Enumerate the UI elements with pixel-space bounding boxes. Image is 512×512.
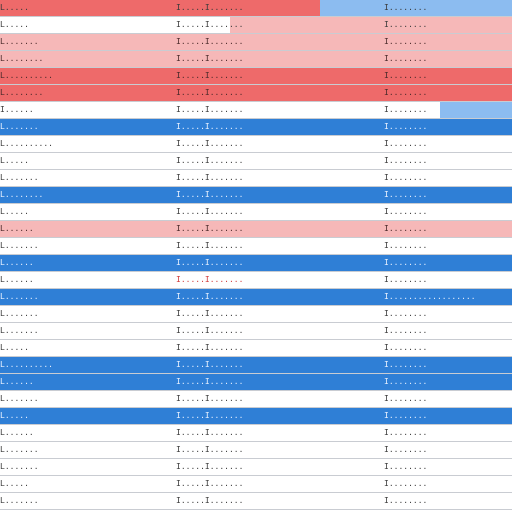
table-cell-c3[interactable]: I........: [384, 394, 428, 403]
table-cell-c2[interactable]: I.....I.......: [176, 3, 244, 12]
table-cell-c1[interactable]: L.......: [0, 309, 39, 318]
table-cell-c2[interactable]: I.....I.......: [176, 173, 244, 182]
table-cell-c1[interactable]: L......: [0, 428, 34, 437]
table-cell-c3[interactable]: I........: [384, 190, 428, 199]
table-cell-c1[interactable]: L.......: [0, 173, 39, 182]
table-row[interactable]: [0, 119, 512, 136]
table-row[interactable]: [0, 0, 512, 17]
table-cell-c2[interactable]: I.....I.......: [176, 343, 244, 352]
table-row[interactable]: [0, 272, 512, 289]
table-cell-c3[interactable]: I........: [384, 479, 428, 488]
table-cell-c1[interactable]: L.......: [0, 122, 39, 131]
table-row[interactable]: [0, 306, 512, 323]
table-row[interactable]: [0, 102, 512, 119]
table-cell-c3[interactable]: I........: [384, 377, 428, 386]
table-cell-c1[interactable]: L.....: [0, 156, 29, 165]
table-row[interactable]: [0, 459, 512, 476]
table-cell-c3[interactable]: I........: [384, 37, 428, 46]
table-cell-c2[interactable]: I.....I.......: [176, 496, 244, 505]
table-cell-c1[interactable]: L.......: [0, 326, 39, 335]
table-cell-c3[interactable]: I........: [384, 20, 428, 29]
table-cell-c3[interactable]: I........: [384, 54, 428, 63]
table-cell-c2[interactable]: I.....I.......: [176, 326, 244, 335]
table-cell-c2[interactable]: I.....I.......: [176, 394, 244, 403]
table-cell-c1[interactable]: I......: [0, 105, 34, 114]
table-cell-c3[interactable]: I........: [384, 411, 428, 420]
table-cell-c1[interactable]: L.......: [0, 37, 39, 46]
table-cell-c2[interactable]: I.....I.......: [176, 411, 244, 420]
table-row[interactable]: [0, 204, 512, 221]
table-cell-c1[interactable]: L......: [0, 377, 34, 386]
table-cell-c2[interactable]: I.....I.......: [176, 241, 244, 250]
table-cell-c3[interactable]: I........: [384, 428, 428, 437]
table-cell-c3[interactable]: I........: [384, 88, 428, 97]
table-row[interactable]: [0, 238, 512, 255]
table-cell-c1[interactable]: L.....: [0, 479, 29, 488]
table-cell-c2[interactable]: I.....I.......: [176, 156, 244, 165]
table-cell-c1[interactable]: L..........: [0, 360, 53, 369]
table-cell-c3[interactable]: I........: [384, 3, 428, 12]
table-cell-c3[interactable]: I........: [384, 275, 428, 284]
table-cell-c3[interactable]: I........: [384, 258, 428, 267]
table-cell-c1[interactable]: L.....: [0, 3, 29, 12]
table-row[interactable]: [0, 493, 512, 510]
table-cell-c1[interactable]: L.....: [0, 343, 29, 352]
table-cell-c2[interactable]: I.....I.......: [176, 428, 244, 437]
table-cell-c3[interactable]: I........: [384, 122, 428, 131]
table-cell-c3[interactable]: I........: [384, 224, 428, 233]
table-cell-c3[interactable]: I........: [384, 496, 428, 505]
table-cell-c1[interactable]: L......: [0, 258, 34, 267]
table-cell-c2[interactable]: I.....I.......: [176, 54, 244, 63]
table-cell-c2[interactable]: I.....I.......: [176, 258, 244, 267]
table-cell-c3[interactable]: I..................: [384, 292, 476, 301]
table-cell-c2[interactable]: I.....I.......: [176, 224, 244, 233]
table-row[interactable]: [0, 187, 512, 204]
table-cell-c3[interactable]: I........: [384, 139, 428, 148]
table-cell-c1[interactable]: L.....: [0, 207, 29, 216]
table-cell-c2[interactable]: I.....I.......: [176, 122, 244, 131]
table-row[interactable]: [0, 51, 512, 68]
table-cell-c1[interactable]: L.......: [0, 241, 39, 250]
table-cell-c3[interactable]: I........: [384, 241, 428, 250]
table-cell-c2[interactable]: I.....I.......: [176, 309, 244, 318]
table-row[interactable]: [0, 221, 512, 238]
table-cell-c1[interactable]: L........: [0, 54, 44, 63]
table-cell-c2[interactable]: I.....I.......: [176, 479, 244, 488]
table-cell-c3[interactable]: I........: [384, 71, 428, 80]
table-row[interactable]: [0, 68, 512, 85]
table-row[interactable]: [0, 408, 512, 425]
table-cell-c1[interactable]: L.....: [0, 411, 29, 420]
table-cell-c2[interactable]: I.....I.......: [176, 275, 244, 284]
table-row[interactable]: [0, 170, 512, 187]
table-cell-c3[interactable]: I........: [384, 156, 428, 165]
table-cell-c2[interactable]: I.....I.......: [176, 71, 244, 80]
table-cell-c3[interactable]: I........: [384, 326, 428, 335]
table-row[interactable]: [0, 34, 512, 51]
table-cell-c1[interactable]: L........: [0, 88, 44, 97]
table-cell-c2[interactable]: I.....I.......: [176, 462, 244, 471]
table-cell-c1[interactable]: L......: [0, 224, 34, 233]
table-cell-c3[interactable]: I........: [384, 105, 428, 114]
table-cell-c1[interactable]: L.......: [0, 394, 39, 403]
table-row[interactable]: [0, 374, 512, 391]
table-cell-c1[interactable]: L........: [0, 190, 44, 199]
table-cell-c3[interactable]: I........: [384, 462, 428, 471]
table-cell-c2[interactable]: I.....I.......: [176, 360, 244, 369]
table-cell-c3[interactable]: I........: [384, 343, 428, 352]
table-cell-c3[interactable]: I........: [384, 207, 428, 216]
table-cell-c1[interactable]: L..........: [0, 71, 53, 80]
table-cell-c2[interactable]: I.....I.......: [176, 88, 244, 97]
table-row[interactable]: [0, 136, 512, 153]
table-row[interactable]: [0, 357, 512, 374]
table-row[interactable]: [0, 255, 512, 272]
table-cell-c1[interactable]: L.......: [0, 496, 39, 505]
table-cell-c1[interactable]: L..........: [0, 139, 53, 148]
table-cell-c2[interactable]: I.....I.......: [176, 207, 244, 216]
table-cell-c2[interactable]: I.....I.......: [176, 105, 244, 114]
table-cell-c1[interactable]: L.......: [0, 462, 39, 471]
table-row[interactable]: [0, 425, 512, 442]
table-cell-c2[interactable]: I.....I.......: [176, 445, 244, 454]
table-cell-c1[interactable]: L.....: [0, 20, 29, 29]
table-cell-c1[interactable]: L......: [0, 275, 34, 284]
table-row[interactable]: [0, 85, 512, 102]
table-row[interactable]: [0, 476, 512, 493]
table-row[interactable]: [0, 323, 512, 340]
table-cell-c1[interactable]: L.......: [0, 292, 39, 301]
table-cell-c2[interactable]: I.....I.......: [176, 20, 244, 29]
table-cell-c1[interactable]: L.......: [0, 445, 39, 454]
table-row[interactable]: [0, 442, 512, 459]
table-cell-c2[interactable]: I.....I.......: [176, 292, 244, 301]
table-row[interactable]: [0, 289, 512, 306]
table-cell-c2[interactable]: I.....I.......: [176, 190, 244, 199]
table-cell-c2[interactable]: I.....I.......: [176, 139, 244, 148]
table-cell-c3[interactable]: I........: [384, 445, 428, 454]
table-row[interactable]: [0, 391, 512, 408]
table-cell-c3[interactable]: I........: [384, 360, 428, 369]
table-cell-c3[interactable]: I........: [384, 309, 428, 318]
table-row[interactable]: [0, 340, 512, 357]
table-row[interactable]: [0, 153, 512, 170]
table-cell-c3[interactable]: I........: [384, 173, 428, 182]
table-row[interactable]: [0, 17, 512, 34]
table-cell-c2[interactable]: I.....I.......: [176, 377, 244, 386]
table-cell-c2[interactable]: I.....I.......: [176, 37, 244, 46]
